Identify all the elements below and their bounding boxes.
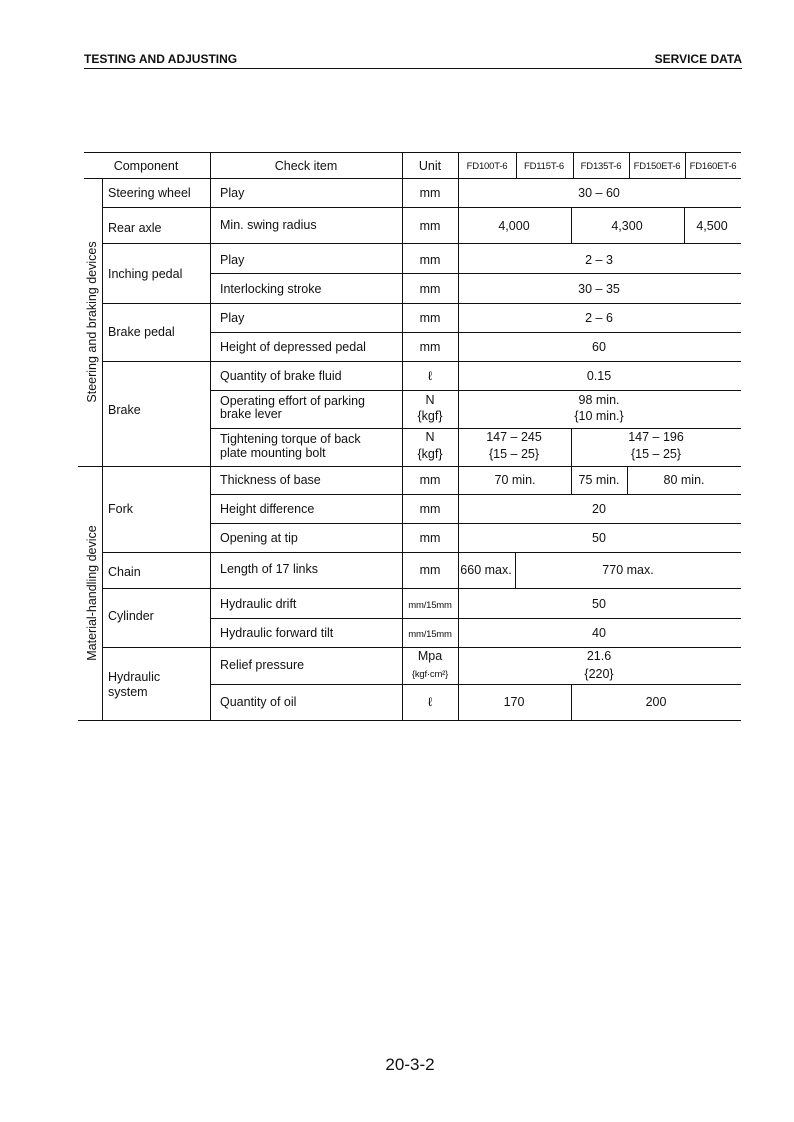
unit-cell: mm: [419, 282, 441, 296]
page-number: 20-3-2: [385, 1055, 435, 1074]
unit-cell: {kgf}: [417, 447, 443, 461]
value-cell: 4,300: [611, 219, 643, 233]
header-model: FD135T-6: [580, 161, 622, 172]
table-rule: [402, 152, 403, 720]
unit-cell: mm: [419, 311, 441, 325]
unit-cell: mm/15mm: [408, 629, 452, 640]
value-cell: 30 – 60: [578, 186, 620, 200]
value-cell: 60: [592, 340, 606, 354]
unit-cell: N: [425, 393, 435, 407]
unit-cell: mm: [419, 186, 441, 200]
table-rule: [102, 647, 741, 648]
unit-cell: mm/15mm: [408, 600, 452, 611]
check-item: plate mounting bolt: [220, 446, 326, 460]
unit-cell: mm: [419, 219, 441, 233]
value-cell: 2 – 3: [585, 253, 613, 267]
component-fork: Fork: [108, 502, 133, 516]
table-rule: [571, 428, 572, 466]
check-item: Hydraulic forward tilt: [220, 626, 334, 640]
table-rule: [571, 207, 572, 243]
table-rule: [458, 152, 459, 720]
check-item: Height of depressed pedal: [220, 340, 366, 354]
check-item: Interlocking stroke: [220, 282, 322, 296]
group-label-steering-braking: Steering and braking devices: [85, 241, 99, 403]
value-cell: 20: [592, 502, 606, 516]
check-item: Opening at tip: [220, 531, 298, 545]
table-rule: [210, 494, 741, 495]
value-cell: 40: [592, 626, 606, 640]
table-rule: [571, 684, 572, 720]
header-model: FD150ET-6: [633, 161, 681, 172]
unit-cell: mm: [419, 473, 441, 487]
check-item: Thickness of base: [220, 473, 321, 487]
table-rule: [210, 684, 741, 685]
check-item: Length of 17 links: [220, 562, 318, 576]
table-rule: [210, 390, 741, 391]
component-hydraulic-system: Hydraulic: [108, 670, 161, 684]
table-rule: [515, 552, 516, 588]
group-label-material-handling: Material-handling device: [85, 525, 99, 661]
value-cell: 0.15: [586, 369, 612, 383]
table-rule: [684, 207, 685, 243]
value-cell: 80 min.: [663, 473, 705, 487]
unit-cell: mm: [419, 531, 441, 545]
component-cylinder: Cylinder: [108, 609, 154, 623]
table-rule: [84, 178, 741, 179]
table-rule: [685, 152, 686, 178]
unit-cell: mm: [419, 340, 441, 354]
table-rule: [102, 178, 103, 720]
value-cell: 50: [592, 597, 606, 611]
table-rule: [210, 273, 741, 274]
value-cell: 4,500: [696, 219, 728, 233]
service-data-table: [78, 152, 741, 720]
table-rule: [102, 207, 741, 208]
check-item: Tightening torque of back: [220, 432, 361, 446]
check-item: Play: [220, 311, 245, 325]
table-rule: [78, 466, 741, 467]
value-cell: {15 – 25}: [488, 447, 540, 461]
unit-cell: mm: [419, 502, 441, 516]
check-item: Play: [220, 186, 245, 200]
component-brake: Brake: [108, 403, 141, 417]
check-item: Play: [220, 253, 245, 267]
section-subtitle: SERVICE DATA: [654, 52, 742, 66]
value-cell: 21.6: [586, 649, 612, 663]
check-item: Operating effort of parking: [220, 394, 365, 408]
component-chain: Chain: [108, 565, 141, 579]
value-cell: 660 max.: [460, 563, 512, 577]
unit-cell: mm: [419, 253, 441, 267]
value-cell: 50: [592, 531, 606, 545]
value-cell: 70 min.: [494, 473, 536, 487]
header-check-item: Check item: [274, 159, 338, 173]
table-rule: [210, 152, 211, 720]
check-item: Relief pressure: [220, 658, 305, 672]
table-rule: [627, 466, 628, 494]
unit-cell: N: [425, 430, 435, 444]
value-cell: 147 – 196: [628, 430, 684, 444]
unit-cell: mm: [419, 563, 441, 577]
check-item: Hydraulic drift: [220, 597, 297, 611]
check-item: Min. swing radius: [220, 218, 317, 232]
table-rule: [210, 332, 741, 333]
header-component: Component: [113, 159, 179, 173]
component-steering-wheel: Steering wheel: [108, 186, 191, 200]
table-rule: [78, 720, 741, 721]
section-title: TESTING AND ADJUSTING: [84, 52, 238, 66]
table-rule: [571, 466, 572, 494]
unit-cell: ℓ: [427, 695, 433, 709]
component-rear-axle: Rear axle: [108, 221, 162, 235]
value-cell: {10 min.}: [574, 409, 624, 423]
table-rule: [210, 523, 741, 524]
table-rule: [102, 361, 741, 362]
value-cell: 2 – 6: [585, 311, 613, 325]
table-rule: [210, 428, 741, 429]
check-item: Height difference: [220, 502, 315, 516]
unit-cell: {kgf}: [417, 409, 443, 423]
header-model: FD115T-6: [524, 161, 564, 172]
table-rule: [102, 552, 741, 553]
table-rule: [573, 152, 574, 178]
value-cell: {15 – 25}: [630, 447, 682, 461]
table-rule: [102, 588, 741, 589]
table-rule: [102, 303, 741, 304]
check-item: Quantity of brake fluid: [220, 369, 342, 383]
value-cell: 98 min.: [578, 393, 620, 407]
value-cell: 200: [645, 695, 667, 709]
table-rule: [210, 618, 741, 619]
header-unit: Unit: [418, 159, 442, 173]
unit-cell: {kgf·cm²}: [411, 669, 449, 680]
value-cell: 770 max.: [602, 563, 654, 577]
header-model: FD100T-6: [466, 161, 508, 172]
component-brake-pedal: Brake pedal: [108, 325, 175, 339]
value-cell: 147 – 245: [486, 430, 542, 444]
value-cell: 75 min.: [578, 473, 620, 487]
table-rule: [84, 152, 741, 153]
value-cell: 30 – 35: [578, 282, 620, 296]
unit-cell: Mpa: [417, 649, 443, 663]
page-header: [84, 50, 742, 69]
check-item: Quantity of oil: [220, 695, 297, 709]
value-cell: 170: [503, 695, 525, 709]
table-rule: [102, 243, 741, 244]
component-hydraulic-system: system: [108, 685, 148, 699]
check-item: brake lever: [220, 407, 282, 421]
table-rule: [516, 152, 517, 178]
value-cell: {220}: [584, 667, 614, 681]
header-model: FD160ET-6: [689, 161, 737, 172]
table-rule: [629, 152, 630, 178]
unit-cell: ℓ: [427, 369, 433, 383]
component-inching-pedal: Inching pedal: [108, 267, 183, 281]
value-cell: 4,000: [498, 219, 530, 233]
